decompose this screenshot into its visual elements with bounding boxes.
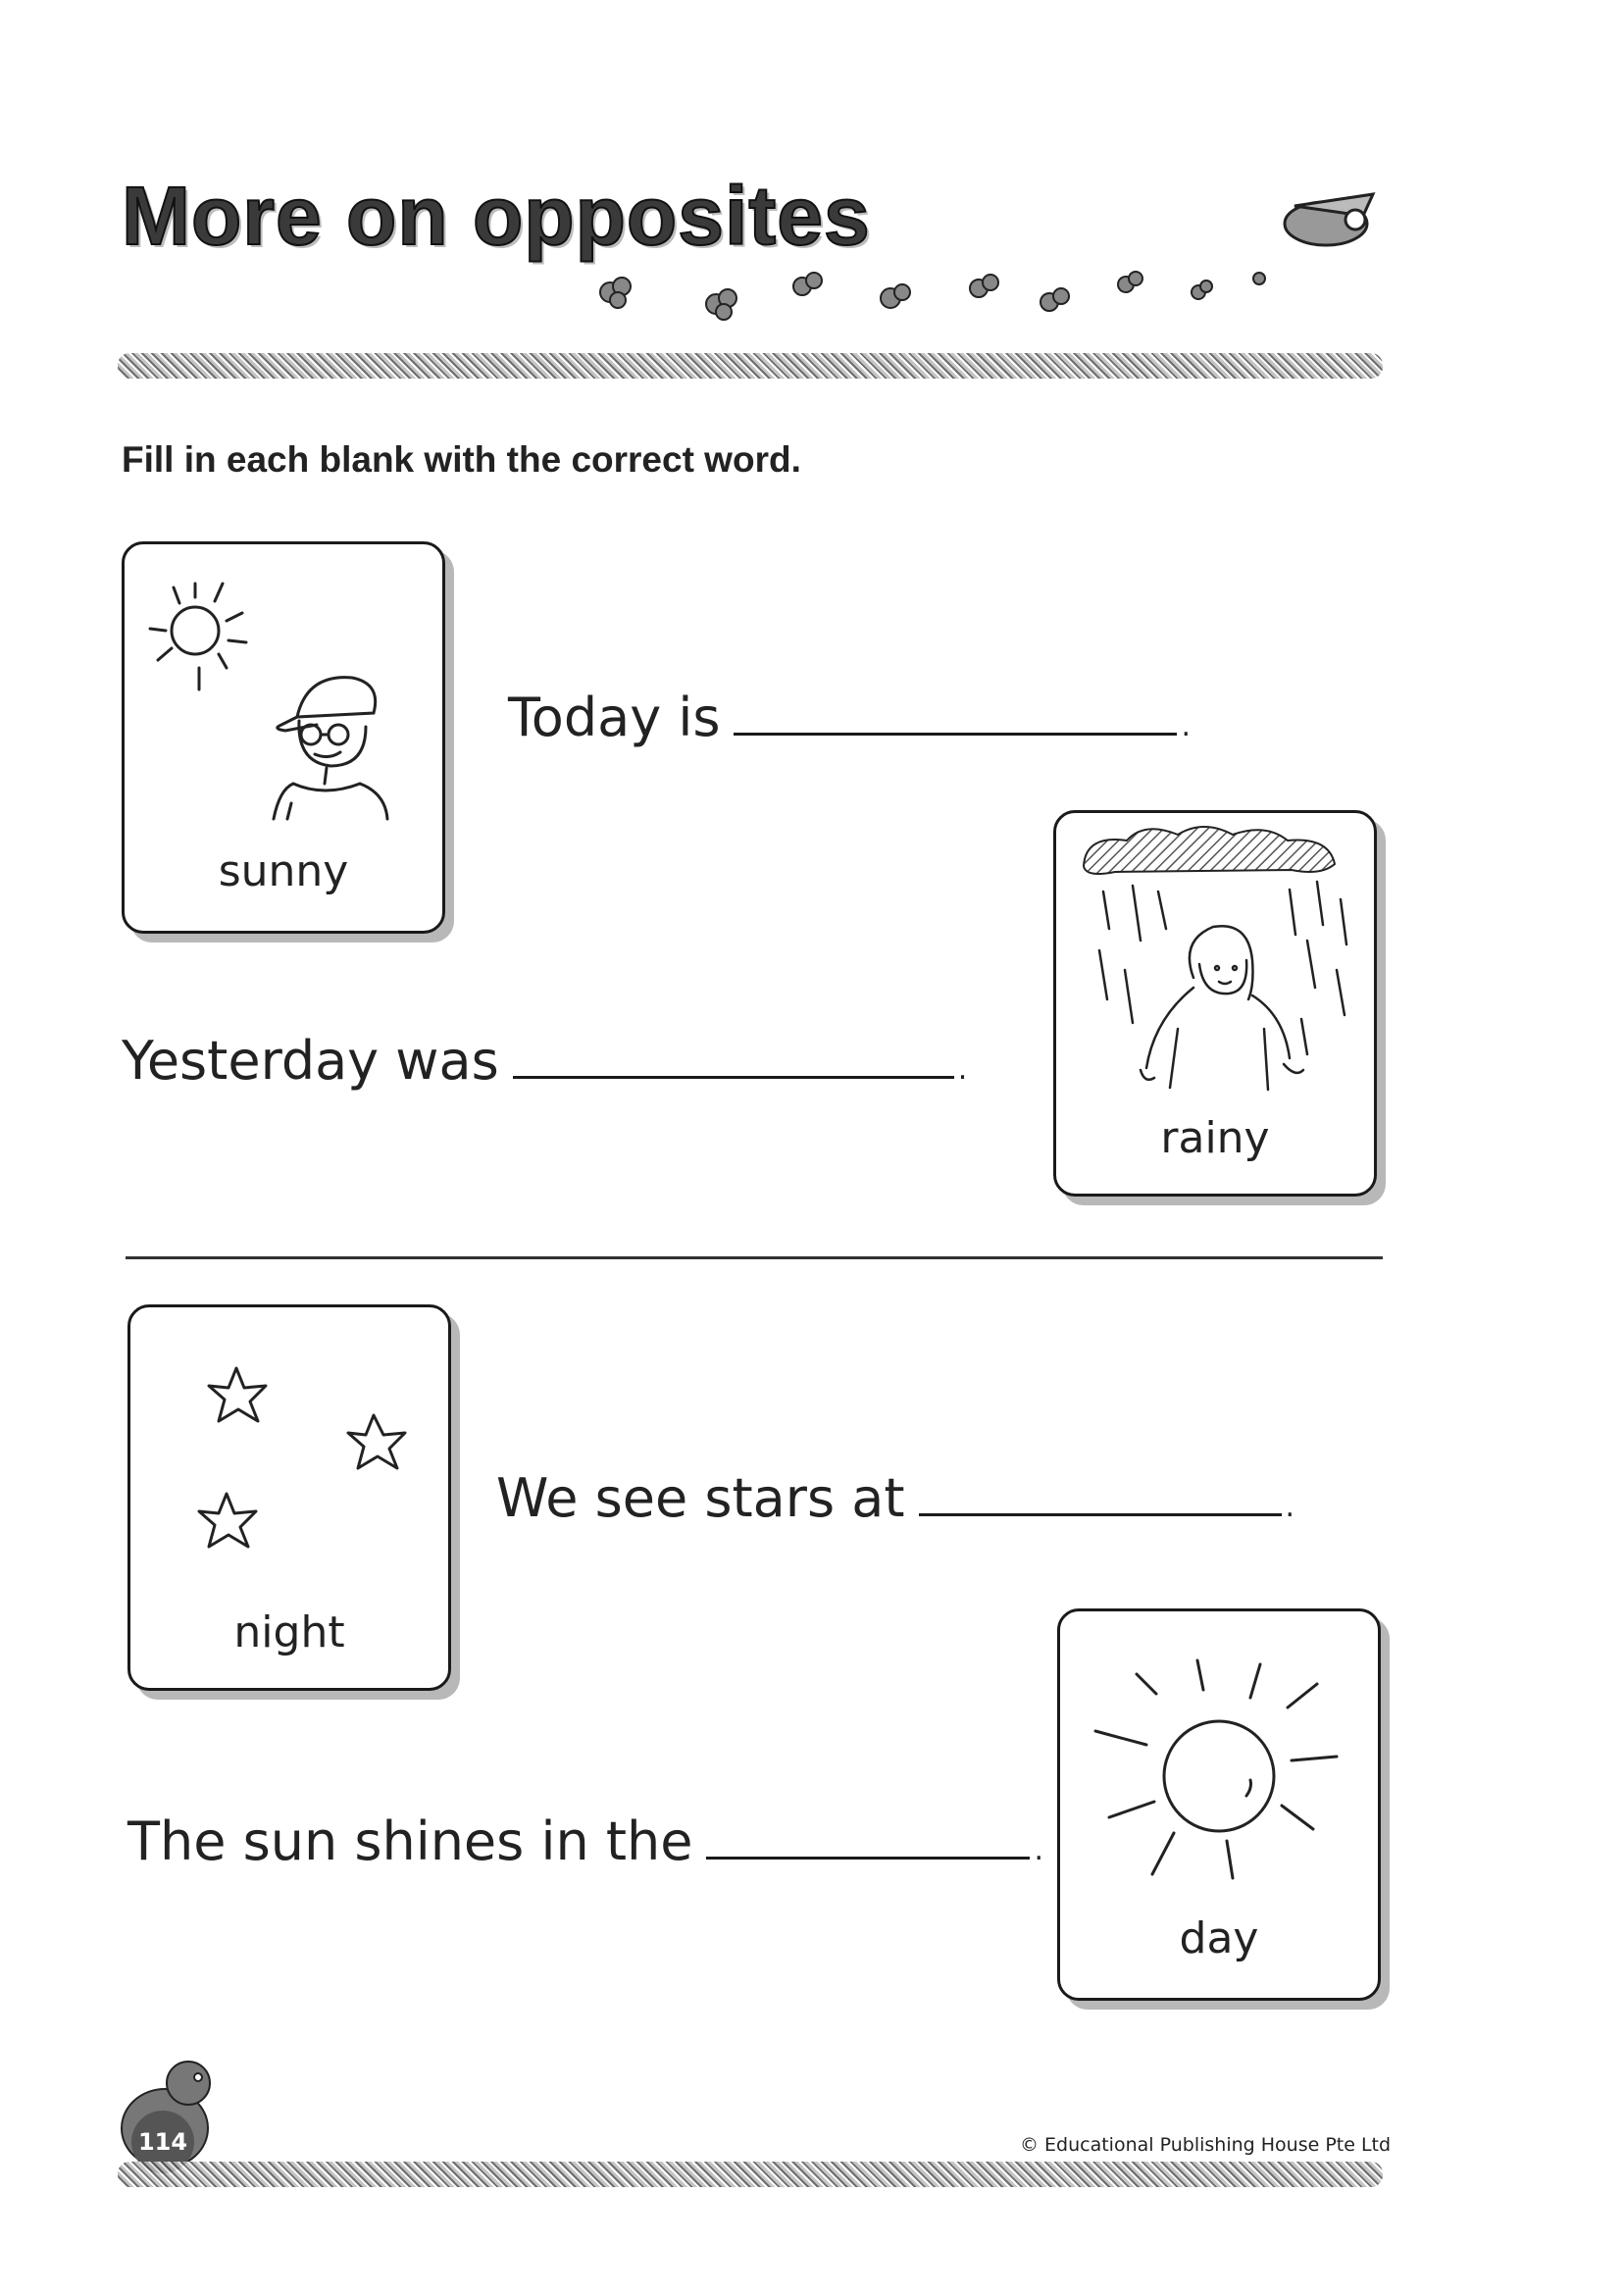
copyright-text: © Educational Publishing House Pte Ltd — [1020, 2134, 1392, 2156]
sentence-period: . — [1181, 709, 1192, 743]
rainy-card — [1053, 810, 1377, 1197]
page-title: More on opposites — [122, 170, 871, 262]
sentence-text: The sun shines in the — [127, 1810, 693, 1872]
page-number: 114 — [131, 2111, 194, 2173]
rainy-child-icon — [1056, 813, 1380, 1127]
sentence-today — [508, 687, 1191, 748]
answer-blank[interactable] — [734, 729, 1177, 736]
sentence-period: . — [1285, 1490, 1295, 1524]
answer-blank[interactable] — [706, 1853, 1030, 1860]
card-label-rainy: rainy — [1160, 1113, 1270, 1163]
answer-blank[interactable] — [919, 1509, 1282, 1516]
plane-trail-decoration — [588, 177, 1393, 333]
stars-icon — [130, 1307, 454, 1602]
night-card — [127, 1304, 451, 1691]
section-separator — [126, 1256, 1383, 1259]
sun-icon — [1060, 1611, 1384, 1925]
sentence-sun — [127, 1810, 1043, 1872]
sunny-card — [122, 541, 445, 934]
sentence-text: Yesterday was — [122, 1030, 499, 1092]
sentence-text: Today is — [508, 687, 721, 748]
airplane-icon — [1285, 194, 1373, 245]
sentence-period: . — [1034, 1833, 1044, 1867]
sunny-boy-icon — [125, 544, 448, 868]
sentence-stars — [496, 1467, 1294, 1529]
sentence-text: We see stars at — [496, 1467, 905, 1529]
bottom-divider-rope — [118, 2162, 1383, 2187]
top-divider-rope — [118, 353, 1383, 379]
card-label-sunny: sunny — [218, 846, 349, 896]
card-label-day: day — [1179, 1913, 1259, 1963]
instruction-text: Fill in each blank with the correct word. — [122, 439, 801, 480]
card-label-night: night — [233, 1607, 345, 1657]
sentence-yesterday — [122, 1030, 967, 1092]
answer-blank[interactable] — [513, 1072, 954, 1079]
day-card — [1057, 1608, 1381, 2001]
sentence-period: . — [957, 1052, 968, 1087]
